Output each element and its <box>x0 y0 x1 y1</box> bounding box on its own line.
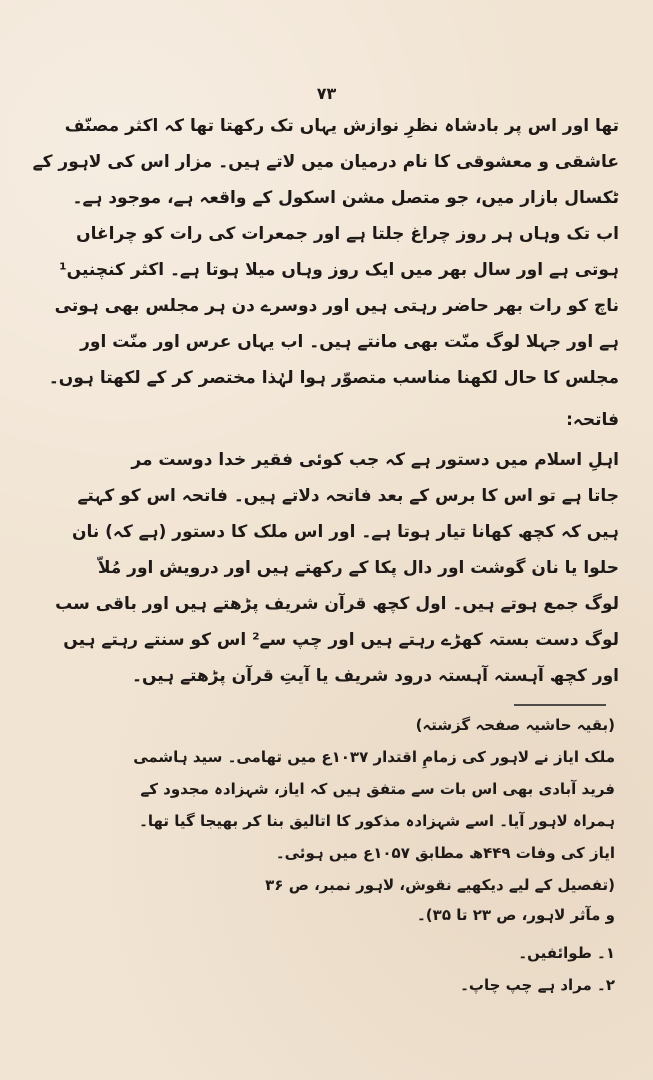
paragraph-line-6: ناچ کو رات بھر حاضر رہتی ہیں اور دوسرے دن ہر مجلس بھی ہوتی <box>54 296 619 316</box>
paragraph-line-15: اور کچھ آہستہ آہستہ درود شریف یا آیتِ قرآن پڑھتے ہیں۔ <box>132 666 619 686</box>
paragraph-line-7: ہے اور جہلا لوگ منّت بھی مانتے ہیں۔ اب یہاں عرس اور منّت اور <box>80 332 619 352</box>
paragraph-line-12: حلوا یا نان گوشت اور دال پکا کے رکھتے ہیں اور درویش اور مُلاّ <box>97 558 619 578</box>
section-heading: فاتحہ: <box>566 410 619 430</box>
paragraph-line-5: ہوتی ہے اور سال بھر میں ایک روز وہاں میلا ہوتا ہے۔ اکثر کنچنیں¹ <box>59 260 619 280</box>
page-number: ۷۳ <box>316 84 337 103</box>
footnote-line-4: ایاز کی وفات ۴۴۹ھ مطابق ۱۰۵۷ع میں ہوئی۔ <box>275 844 615 862</box>
footnote-line-6: و مآثر لاہور، ص ۲۳ تا ۳۵)۔ <box>417 906 615 924</box>
footnote-line-7: ۱۔ طوائفیں۔ <box>518 944 615 962</box>
paragraph-line-11: ہیں کہ کچھ کھانا تیار ہوتا ہے۔ اور اس ملک کا دستور (ہے کہ) نان <box>71 522 619 542</box>
paragraph-line-13: لوگ جمع ہوتے ہیں۔ اول کچھ قرآن شریف پڑھتے ہیں اور باقی سب <box>55 594 619 614</box>
footnote-line-3: ہمراہ لاہور آیا۔ اسے شہزادہ مذکور کا اتالیق بنا کر بھیجا گیا تھا۔ <box>139 812 615 830</box>
footnote-divider <box>514 704 606 706</box>
footnote-line-5: (تفصیل کے لیے دیکھیے نقوش، لاہور نمبر، ص ۳۶ <box>265 876 615 894</box>
footnote-line-8: ۲۔ مراد ہے چپ چاپ۔ <box>460 976 615 994</box>
paragraph-line-3: ٹکسال بازار میں، جو متصل مشن اسکول کے واقعہ ہے، موجود ہے۔ <box>72 188 619 208</box>
paragraph-line-8: مجلس کا حال لکھنا مناسب متصوّر ہوا لہٰذا مختصر کر کے لکھتا ہوں۔ <box>48 368 619 388</box>
paragraph-line-1: تھا اور اس پر بادشاہ نظرِ نوازش یہاں تک رکھتا تھا کہ اکثر مصنّف <box>64 116 619 136</box>
footnote-continuation: (بقیہ حاشیہ صفحہ گزشتہ) <box>415 716 615 734</box>
paragraph-line-10: جاتا ہے تو اس کا برس کے بعد فاتحہ دلاتے ہیں۔ فاتحہ اس کو کہتے <box>77 486 619 506</box>
footnote-line-1: ملک ایاز نے لاہور کی زمامِ اقتدار ۱۰۳۷ع میں تھامی۔ سید ہاشمی <box>133 748 615 766</box>
footnote-line-2: فرید آبادی بھی اس بات سے متفق ہیں کہ ایاز، شہزادہ مجدود کے <box>140 780 615 798</box>
paragraph-line-9: اہلِ اسلام میں دستور ہے کہ جب کوئی فقیر خدا دوست مر <box>131 450 619 470</box>
paragraph-line-14: لوگ دست بستہ کھڑے رہتے ہیں اور چپ سے² اس کو سنتے رہتے ہیں <box>63 630 619 650</box>
paragraph-line-2: عاشقی و معشوقی کا نام درمیان میں لاتے ہیں۔ مزار اس کی لاہور کے <box>32 152 619 172</box>
paragraph-line-4: اب تک وہاں ہر روز چراغ جلتا ہے اور جمعرات کی رات کو چراغاں <box>76 224 619 244</box>
